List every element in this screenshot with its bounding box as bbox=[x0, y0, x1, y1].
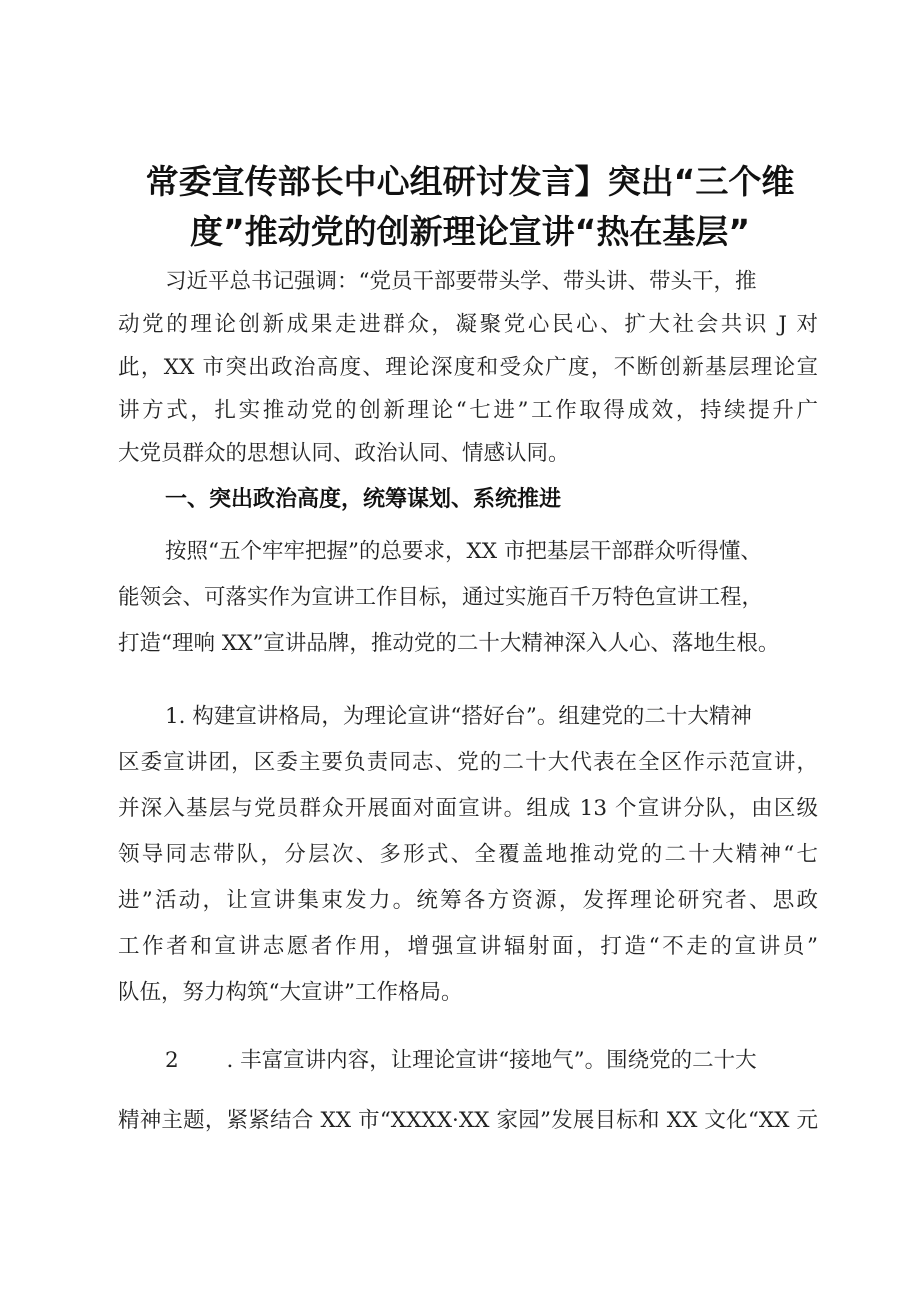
item1-line: 并深入基层与党员群众开展面对面宣讲。组成 13 个宣讲分队，由区级 bbox=[118, 796, 818, 821]
intro-line: 动党的理论创新成果走进群众，凝聚党心民心、扩大社会共识 J 对 bbox=[118, 312, 818, 337]
item1-line: 领导同志带队，分层次、多形式、全覆盖地推动党的二十大精神“七 bbox=[118, 842, 818, 867]
section-line: 按照“五个牢牢把握”的总要求，XX 市把基层干部群众听得懂、 bbox=[165, 539, 762, 564]
item1-line: 工作者和宣讲志愿者作用，增强宣讲辐射面，打造“不走的宣讲员” bbox=[118, 934, 818, 959]
intro-line: 讲方式，扎实推动党的创新理论“七进”工作取得成效，持续提升广 bbox=[118, 398, 818, 423]
document-title-line-2: 度”推动党的创新理论宣讲“热在基层” bbox=[189, 212, 751, 251]
intro-line: 大党员群众的思想认同、政治认同、情感认同。 bbox=[118, 441, 570, 466]
item2-line: 精神主题，紧紧结合 XX 市“XXXX·XX 家园”发展目标和 XX 文化“XX 元 bbox=[118, 1108, 818, 1133]
section-line: 打造“理响 XX”宣讲品牌，推动党的二十大精神深入人心、落地生根。 bbox=[118, 631, 780, 656]
item1-line: 队伍，努力构筑“大宣讲”工作格局。 bbox=[118, 980, 463, 1005]
item2-line: 2 . 丰富宣讲内容，让理论宣讲“接地气”。围绕党的二十大 bbox=[165, 1048, 757, 1073]
document-title-line-1: 常委宣传部长中心组研讨发言】突出“三个维 bbox=[145, 162, 795, 201]
item1-line: 区委宣讲团，区委主要负责同志、党的二十大代表在全区作示范宣讲， bbox=[118, 750, 818, 775]
intro-line: 习近平总书记强调：“党员干部要带头学、带头讲、带头干，推 bbox=[165, 269, 757, 294]
section-heading: 一、突出政治高度，统筹谋划、系统推进 bbox=[165, 487, 562, 512]
item1-line: 进”活动，让宣讲集束发力。统筹各方资源，发挥理论研究者、思政 bbox=[118, 888, 818, 913]
intro-line: 此，XX 市突出政治高度、理论深度和受众广度，不断创新基层理论宣 bbox=[118, 355, 818, 380]
section-line: 能领会、可落实作为宣讲工作目标，通过实施百千万特色宣讲工程， bbox=[118, 585, 764, 610]
item1-line: 1. 构建宣讲格局，为理论宣讲“搭好台”。组建党的二十大精神 bbox=[165, 704, 752, 729]
